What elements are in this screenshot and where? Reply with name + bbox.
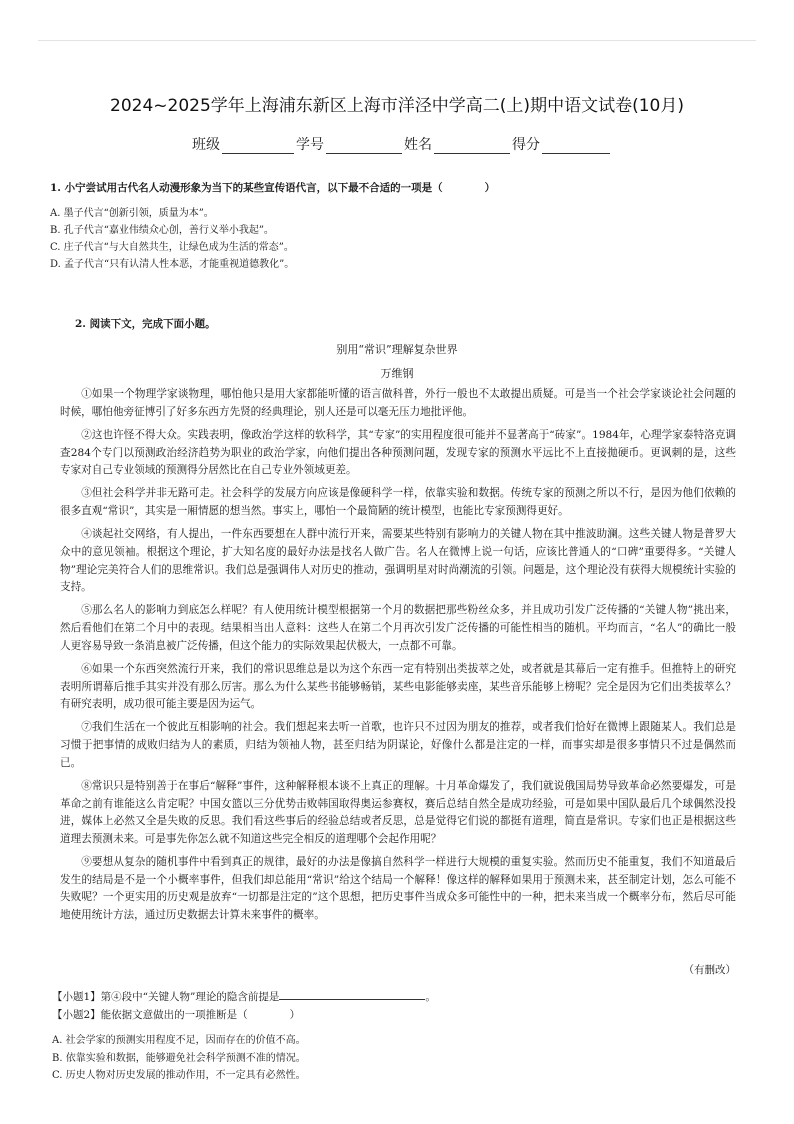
sub-question-2-options (52, 1032, 306, 1085)
sub-question-2: 【小题2】能依据文意做出的一项推断是（ ） (52, 1008, 301, 1021)
page-title: 2024~2025学年上海浦东新区上海市洋泾中学高二(上)期中语文试卷(10月) (110, 96, 684, 116)
class-blank[interactable] (222, 139, 294, 154)
id-label: 学号 (296, 137, 324, 153)
score-label: 得分 (512, 137, 540, 153)
sub-question-1-end: 。 (425, 991, 436, 1003)
paragraph-9: ⑨要想从复杂的随机事件中看到真正的规律，最好的办法是像搞自然科学一样进行大规模的重复实验。然而历史不能重复，我们不知道最后发生的结局是不是一个小概率事件，但我们却总能用“常识”给这个结局一个解释！像这样的解释如果用于预测未来，甚至制定计划，怎么可能不失败呢？一个更实用的历史观是放弃“一切都是注定的”这个思想，把历史事件当成众多可能性中的一种，把未来当成一个概率分布，然后尽可能地使用统计方法，通过历史数据去计算未来事件的概率。 (60, 856, 736, 922)
header-rule (38, 40, 756, 41)
sub2-option-b: B. 依靠实验和数据，能够避免社会科学预测不准的情况。 (52, 1052, 306, 1064)
option-b: B. 孔子代言“嘉业伟绩众心创，善行义举小我起”。 (50, 225, 274, 236)
option-d: D. 孟子代言“只有认清人性本恶，才能重视道德教化”。 (50, 259, 295, 270)
question-2-stem: 2. 阅读下文，完成下面小题。 (75, 318, 216, 330)
paragraph-2: ②这也许怪不得大众。实践表明，像政治学这样的软科学，其“专家”的实用程度很可能并不显著高于“砖家”。1984年，心理学家泰特洛克调查284个专门以预测政治经济趋势为职业的政治学家，向他们提出各种预测问题，发现专家的预测水平远比不上直接拋硬币。更讽刺的是，这些专家对自己专业领域的预测得分居然比在自己专业外领域更差。 (60, 428, 736, 477)
passage-author: 万维钢 (380, 367, 414, 380)
source-note: （有删改） (683, 964, 736, 976)
question-1-options (50, 205, 294, 273)
passage-body (60, 386, 736, 930)
id-blank[interactable] (326, 139, 402, 154)
paragraph-1: ①如果一个物理学家谈物理，哪怕他只是用大家都能听懂的语言做科普，外行一般也不太敢提出质疑。可是当一个社会学家谈论社会问题的时候，哪怕他旁征博引了好多东西方先贤的经典理论，别人还是可以毫无压力地批评他。 (60, 388, 736, 418)
sub-questions (52, 988, 752, 1024)
class-label: 班级 (192, 137, 220, 153)
name-blank[interactable] (434, 139, 510, 154)
answer-blank[interactable] (279, 988, 425, 1000)
sub2-option-c: C. 历史人物对历史发展的推动作用，不一定具有必然性。 (52, 1070, 306, 1081)
paragraph-7: ⑦我们生活在一个彼此互相影响的社会。我们想起来去听一首歌，也许只不过因为朋友的推荐，或者我们恰好在微博上跟随某人。我们总是习惯于把事情的成败归结为人的素质，归结为领袖人物，甚至归结为阴谋论，好像什么都是注定的一样，而事实却是很多事情只不过是偶然而已。 (60, 721, 736, 769)
sub-question-1 (52, 988, 752, 1007)
paragraph-5: ⑤那么名人的影响力到底怎么样呢？有人使用统计模型根据第一个月的数据把那些粉丝众多，并且成功引发广泛传播的“关键人物”挑出来，然后看他们在第二个月中的表现。结果相当出人意料：这些人在第二个月再次引发广泛传播的可能性相当的随机。平均而言，“名人”的确比一般人更容易导致一条消息被广泛传播，但这个能力的实际效果起伏极大，一点都不可靠。 (60, 604, 736, 652)
passage-title: 别用“常识”理解复杂世界 (336, 343, 458, 356)
option-c: C. 庄子代言“与大自然共生，让绿色成为生活的常态”。 (50, 242, 294, 253)
name-label: 姓名 (404, 137, 432, 153)
question-1-stem: 1. 小宁尝试用古代名人动漫形象为当下的某些宣传语代言，以下最不合适的一项是（ ） (50, 182, 496, 194)
paragraph-8: ⑧常识只是特别善于在事后“解释”事件，这种解释根本谈不上真正的理解。十月革命爆发了，我们就说俄国局势导致革命必然要爆发，可是革命之前有谁能这么肯定呢？中国女篮以三分优势击败韩国取得奥运参赛权，赛后总结自然全是成功经验，可是如果中国队最后几个球偶然没投进，媒体上必然又全是失败的反思。我们看这些事后的经验总结或者反思，总是觉得它们说的都挺有道理，简直是常识。专家们也正是根据这些道理去预测未来。可是事先你怎么就不知道这些完全相反的道理哪个会起作用呢？ (60, 779, 736, 845)
student-info-row (192, 134, 612, 154)
paragraph-6: ⑥如果一个东西突然流行开来，我们的常识思维总是以为这个东西一定有特别出类拔萃之处，或者就是其幕后一定有推手。但推特上的研究表明所谓幕后推手其实并没有那么厉害。那么为什么某些书能够畅销，某些电影能够卖座，某些音乐能够上榜呢？完全是因为它们出类拔萃么？有研究表明，成功很可能主要是因为运气。 (60, 662, 736, 711)
sub-question-1-text: 【小题1】第④段中“关键人物”理论的隐含前提是 (52, 991, 280, 1003)
option-a: A. 墨子代言“创新引领，质量为本”。 (50, 208, 214, 219)
paragraph-3: ③但社会科学并非无路可走。社会科学的发展方向应该是像硬科学一样，依靠实验和数据。传统专家的预测之所以不行，是因为他们依赖的很多直观“常识”，其实是一厢情愿的想当然。事实上，哪怕一个最简陋的统计模型，也能比专家预测得更好。 (60, 487, 736, 517)
score-blank[interactable] (542, 139, 610, 154)
sub2-option-a: A. 社会学家的预测实用程度不足，因而存在的价值不高。 (52, 1035, 306, 1046)
paragraph-4: ④谈起社交网络，有人提出，一件东西要想在人群中流行开来，需要某些特别有影响力的关键人物在其中推波助澜。这些关键人物是普罗大众中的意见领袖。根据这个理论，扩大知名度的最好办法是找名人做广告。名人在微博上说一句话，应该比普通人的“口碑”重要得多。“关键人物”理论完美符合人们的思维常识。我们总是强调伟人对历史的推动，强调明星对时尚潮流的引领。问题是，这个理论没有获得大规模统计实验的支持。 (60, 528, 736, 594)
